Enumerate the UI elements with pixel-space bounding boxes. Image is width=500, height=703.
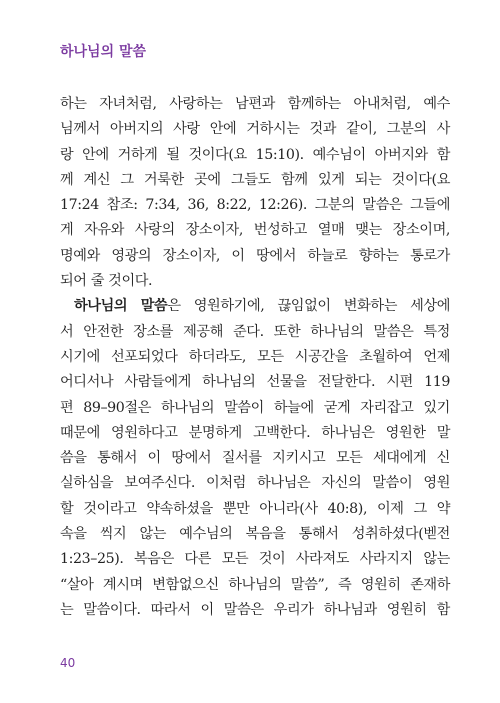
text-line: 시기에 선포되었다 하더라도, 모든 시공간을 초월하여 언제: [60, 348, 450, 365]
text-line: 씀을 통해서 이 땅에서 질서를 지키시고 모든 세대에게 신: [60, 450, 450, 467]
text-line: 께 계신 그 거룩한 곳에 그들도 함께 있게 되는 것이다(요: [60, 171, 450, 188]
text-line: “살아 계시며 변함없으신 하나님의 말씀”, 즉 영원히 존재하: [60, 576, 450, 593]
text-line: 님께서 아버지의 사랑 안에 거하시는 것과 같이, 그분의 사: [60, 121, 450, 138]
text-line: 17:24 참조: 7:34, 36, 8:22, 12:26). 그분의 말씀은 그들에: [60, 197, 450, 214]
body-text: [60, 92, 450, 623]
paragraph-1: [60, 92, 450, 294]
text-line: 어디서나 사람들에게 하나님의 선물을 전달한다. 시편 119: [60, 374, 450, 391]
text-line: 1:23–25). 복음은 다른 모든 것이 사라져도 사라지지 않는: [60, 551, 450, 568]
text-line: 때문에 영원하다고 분명하게 고백한다. 하나님은 영원한 말: [60, 424, 450, 441]
text-line: 랑 안에 거하게 될 것이다(요 15:10). 예수님이 아버지와 함: [60, 146, 450, 163]
running-header: 하나님의 말씀: [60, 44, 147, 60]
text-line: 편 89–90절은 하나님의 말씀이 하늘에 굳게 자리잡고 있기: [60, 399, 450, 416]
text-line: 실하심을 보여주신다. 이처럼 하나님은 자신의 말씀이 영원: [60, 475, 450, 492]
text-line: 속을 씩지 않는 예수님의 복음을 통해서 성취하셨다(벧전: [60, 526, 450, 543]
paragraph-2: [60, 294, 450, 623]
text-line: 명예와 영광의 장소이자, 이 땅에서 하늘로 향하는 통로가: [60, 247, 450, 264]
text-line: 할 것이라고 약속하셨을 뿐만 아니라(사 40:8), 이제 그 약: [60, 500, 450, 517]
bold-term: 하나님의 말씀: [74, 298, 168, 315]
text-line: 는 말씀이다. 따라서 이 말씀은 우리가 하나님과 영원히 함: [60, 601, 450, 618]
text-line: 되어 줄 것이다.: [60, 273, 153, 290]
text-line: 게 자유와 사랑의 장소이자, 번성하고 열매 맺는 장소이며,: [60, 222, 450, 239]
page-number: 40: [60, 656, 76, 670]
first-line-rest: 은 영원하기에, 끊임없이 변화하는 세상에: [167, 298, 450, 315]
text-line: 하는 자녀처럼, 사랑하는 남편과 함께하는 아내처럼, 예수: [60, 96, 450, 112]
text-line-first: [60, 294, 450, 319]
text-line: 서 안전한 장소를 제공해 준다. 또한 하나님의 말씀은 특정: [60, 323, 450, 340]
